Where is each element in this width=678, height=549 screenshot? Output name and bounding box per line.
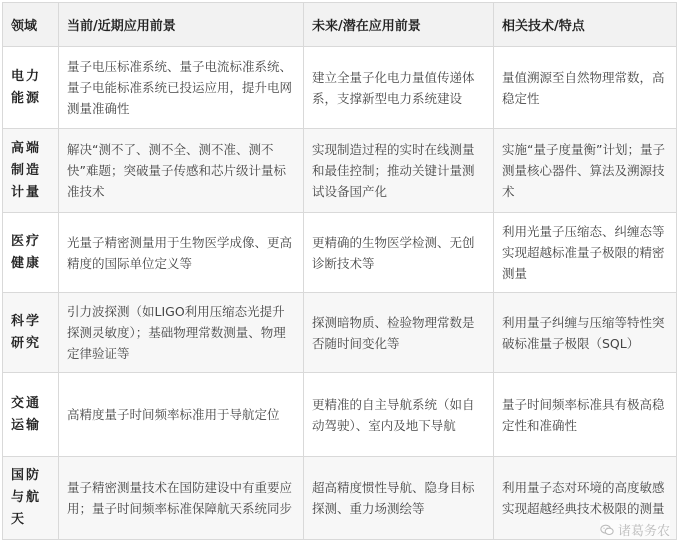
domain-cell: 科学研究 [3,293,59,373]
header-domain: 领域 [3,3,59,47]
current-cell: 解决“测不了、测不全、测不准、测不快”难题；突破量子传感和芯片级计量标准技术 [59,129,304,213]
future-cell: 更精准的自主导航系统（如自动驾驶）、室内及地下导航 [304,373,494,457]
header-current-prospects: 当前/近期应用前景 [59,3,304,47]
current-cell: 引力波探测（如LIGO利用压缩态光提升探测灵敏度）；基础物理常数测量、物理定律验证等 [59,293,304,373]
current-cell: 光量子精密测量用于生物医学成像、更高精度的国际单位定义等 [59,213,304,293]
future-cell: 超高精度惯性导航、隐身目标探测、重力场测绘等 [304,457,494,540]
domain-cell: 医疗健康 [3,213,59,293]
future-cell: 更精确的生物医学检测、无创诊断技术等 [304,213,494,293]
domain-cell: 高端制造计量 [3,129,59,213]
tech-cell: 实施“量子度量衡”计划；量子测量核心器件、算法及溯源技术 [494,129,677,213]
future-cell: 探测暗物质、检验物理常数是否随时间变化等 [304,293,494,373]
table-row [3,129,677,213]
table-row [3,373,677,457]
table-row [3,293,677,373]
tech-cell: 量子时间频率标准具有极高稳定性和准确性 [494,373,677,457]
current-cell: 量子电压标准系统、量子电流标准系统、量子电能标准系统已投运应用，提升电网测量准确性 [59,47,304,129]
header-future-prospects: 未来/潜在应用前景 [304,3,494,47]
current-cell: 量子精密测量技术在国防建设中有重要应用；量子时间频率标准保障航天系统同步 [59,457,304,540]
tech-cell: 量值溯源至自然物理常数，高稳定性 [494,47,677,129]
wechat-icon [600,523,614,537]
table-header-row [3,3,677,47]
tech-cell: 利用光量子压缩态、纠缠态等实现超越标准量子极限的精密测量 [494,213,677,293]
watermark-text: 诸葛务农 [617,524,670,539]
current-cell: 高精度量子时间频率标准用于导航定位 [59,373,304,457]
table-row [3,457,677,540]
tech-cell: 利用量子纠缠与压缩等特性突破标准量子极限（SQL） [494,293,677,373]
domain-cell: 国防与航天 [3,457,59,540]
domain-cell: 交通运输 [3,373,59,457]
table-row [3,47,677,129]
domain-cell: 电力能源 [3,47,59,129]
future-cell: 实现制造过程的实时在线测量和最佳控制；推动关键计量测试设备国产化 [304,129,494,213]
watermark [600,520,670,539]
header-related-tech: 相关技术/特点 [494,3,677,47]
tech-cell: 利用量子态对环境的高度敏感实现超越经典技术极限的测量 [494,457,677,540]
quantum-application-table [2,2,677,540]
future-cell: 建立全量子化电力量值传递体系，支撑新型电力系统建设 [304,47,494,129]
table-row [3,213,677,293]
